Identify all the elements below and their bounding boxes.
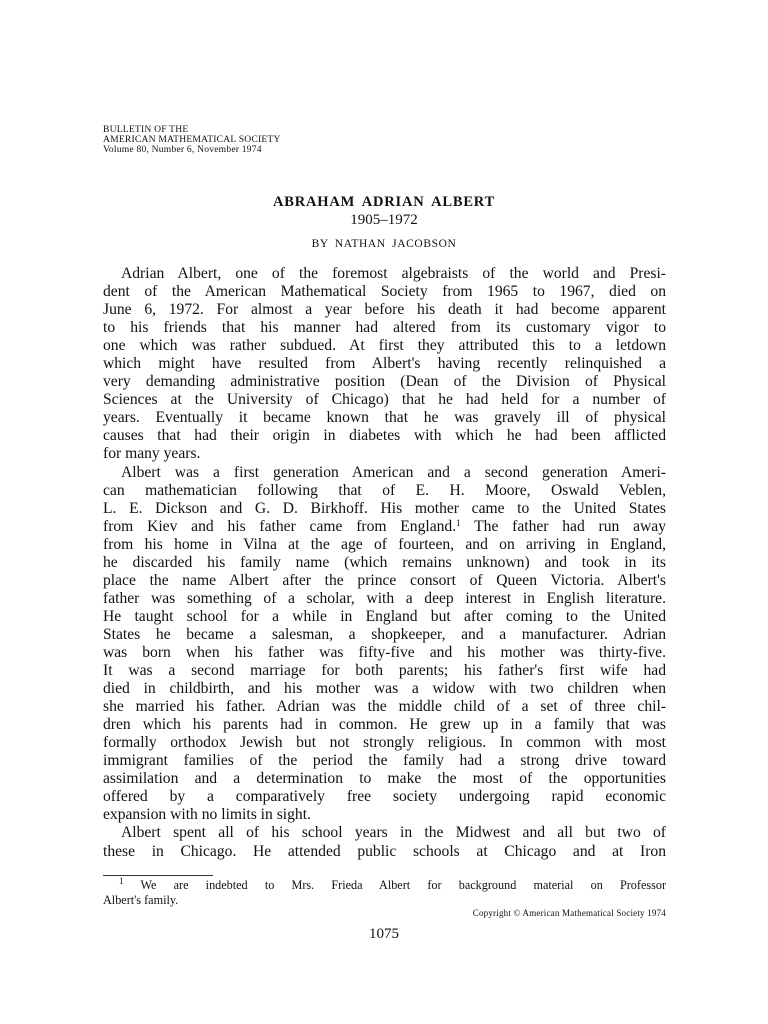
body-line: causes that had their origin in diabetes with which he had been afflicted (103, 427, 666, 445)
body-line: to his friends that his manner had altered from its customary vigor to (103, 319, 666, 337)
body-line-head: from Kiev and his father came from England. (103, 517, 457, 535)
life-dates: 1905–1972 (350, 212, 418, 228)
body-line: June 6, 1972. For almost a year before his death it had become apparent (103, 301, 666, 319)
article-body (103, 265, 666, 861)
article-title: ABRAHAM ADRIAN ALBERT (272, 194, 496, 210)
body-line: place the name Albert after the prince consort of Queen Victoria. Albert's (103, 571, 666, 589)
journal-name-line-1: BULLETIN OF THE (103, 124, 189, 135)
body-line: she married his father. Adrian was the middle child of a set of three chil- (103, 698, 666, 716)
footnote-marker: 1 (119, 876, 124, 886)
body-line: L. E. Dickson and G. D. Birkhoff. His mother came to the United States (103, 499, 666, 517)
body-line: dent of the American Mathematical Society from 1965 to 1967, died on (103, 283, 666, 301)
body-line: was born when his father was fifty-five and his mother was thirty-five. (103, 643, 666, 661)
body-line: Adrian Albert, one of the foremost algebraists of the world and Presi- (121, 265, 666, 282)
body-line: Albert was a first generation American and a second generation Ameri- (121, 463, 666, 481)
copyright-notice: Copyright © American Mathematical Society 1974 (472, 908, 666, 918)
body-line: father was something of a scholar, with a deep interest in English literature. (103, 589, 666, 607)
journal-name-line-2: AMERICAN MATHEMATICAL SOCIETY (103, 134, 281, 145)
body-line: dren which his parents had in common. He grew up in a family that was (103, 716, 666, 734)
page-number: 1075 (369, 926, 399, 942)
journal-header (103, 125, 281, 155)
body-line: assimilation and a determination to make the most of the opportunities (103, 770, 666, 788)
body-line: these in Chicago. He attended public schools at Chicago and at Iron (103, 842, 666, 860)
body-line: died in childbirth, and his mother was a widow with two children when (103, 680, 666, 698)
body-line: one which was rather subdued. At first they attributed this to a letdown (103, 337, 666, 355)
body-line: years. Eventually it became known that he was gravely ill of physical (103, 409, 666, 427)
footnote-reference[interactable]: 1 (456, 517, 461, 528)
body-line: he discarded his family name (which remains unknown) and took in its (103, 553, 666, 571)
body-line: very demanding administrative position (Dean of the Division of Physical (103, 373, 666, 391)
body-line: for many years. (103, 445, 201, 463)
body-line: expansion with no limits in sight. (103, 806, 311, 824)
body-line: offered by a comparatively free society undergoing rapid economic (103, 788, 666, 806)
body-line: immigrant families of the period the family had a strong drive toward (103, 752, 666, 770)
body-line: Albert spent all of his school years in the Midwest and all but two of (121, 824, 666, 842)
body-line: formally orthodox Jewish but not strongly religious. In common with most (103, 734, 666, 752)
journal-volume-line: Volume 80, Number 6, November 1974 (103, 144, 262, 155)
body-line: States he became a salesman, a shopkeeper, and a manufacturer. Adrian (103, 625, 666, 643)
footnote-text-1: We are indebted to Mrs. Frieda Albert for background material on Professor (140, 878, 667, 892)
footnote (103, 878, 666, 908)
body-line-with-footnote-ref (103, 518, 666, 536)
article-title-block (0, 193, 768, 251)
body-line: It was a second marriage for both parents; his father's first wife had (103, 662, 666, 680)
footnote-text-2: Albert's family. (103, 893, 179, 907)
body-line: from his home in Vilna at the age of fourteen, and on arriving in England, (103, 535, 666, 553)
body-line: which might have resulted from Albert's having recently relinquished a (103, 355, 666, 373)
body-line: Sciences at the University of Chicago) that he had held for a number of (103, 391, 666, 409)
footnote-line (103, 878, 666, 893)
body-line: He taught school for a while in England but after coming to the United (103, 607, 666, 625)
body-line: can mathematician following that of E. H. Moore, Oswald Veblen, (103, 481, 666, 499)
body-line-tail: The father had run away (460, 517, 666, 535)
author-byline: BY NATHAN JACOBSON (311, 238, 457, 250)
